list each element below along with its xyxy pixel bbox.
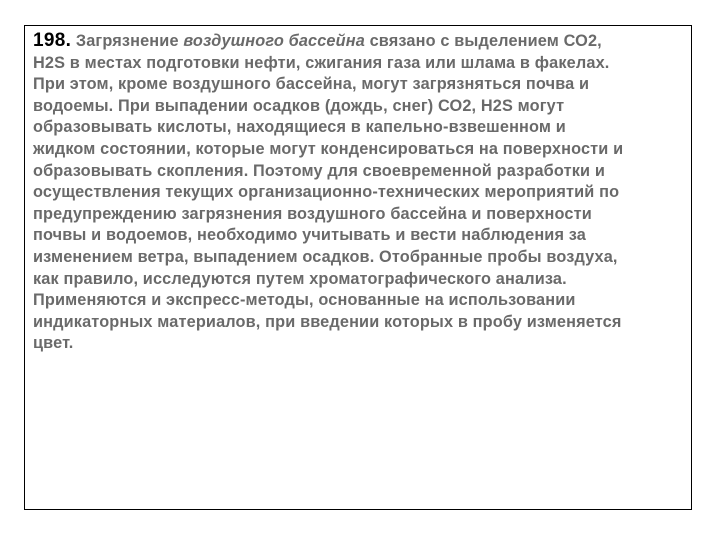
paragraph-198 (33, 30, 687, 355)
emphasis-text: воздушного бассейна (183, 32, 365, 50)
item-number: 198. (33, 30, 72, 51)
slide-frame (24, 25, 692, 510)
lead-text: Загрязнение (71, 32, 184, 50)
body-text: связано с выделением СО2, H2S в местах подготовки нефти, сжигания газа или шлама в факелах. При этом, кроме воздушного бассейна, могут загрязняться почва и водоемы. При выпадении осадков (дождь, снег) СО2, H2S могут образовывать кислоты, находящиеся в капельно-взвешенном и жидком состоянии, которые могут конденсироваться на поверхности и образовывать скопления. Поэтому для своевременной разработки и осуществления текущих организационно-технических мероприятий по предупреждению загрязнения воздушного бассейна и поверхности почвы и водоемов, необходимо учитывать и вести наблюдения за изменением ветра, выпадением осадков. Отобранные пробы воздуха, как правило, исследуются путем хроматографического анализа. Применяются и экспресс-методы, основанные на использовании индикаторных материалов, при введении которых в пробу изменяется цвет. (33, 32, 624, 353)
